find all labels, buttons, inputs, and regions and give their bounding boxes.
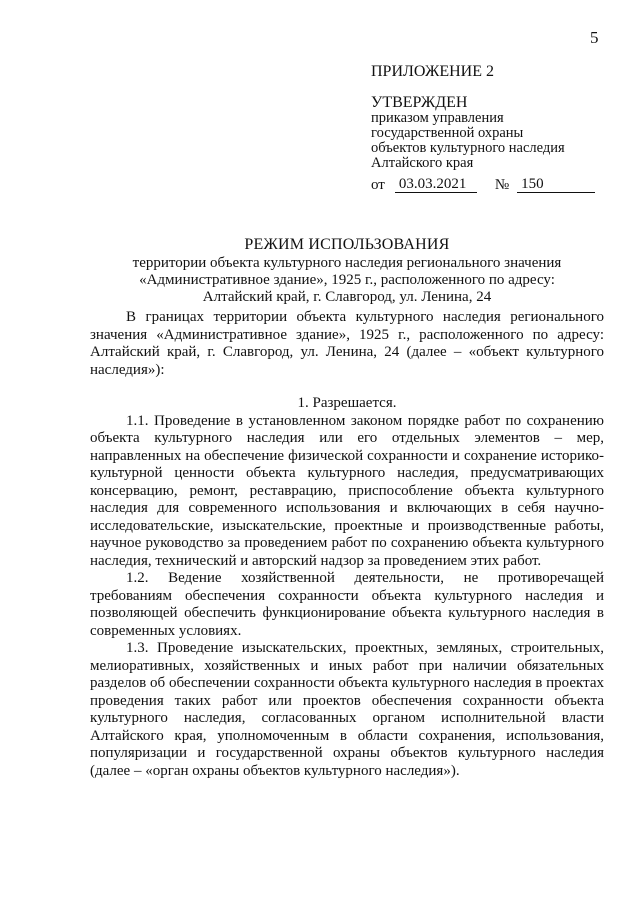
document-subtitle-line: «Административное здание», 1925 г., расположенного по адресу: [139,272,555,288]
intro-paragraph: В границах территории объекта культурного наследия регионального значения «Административное здание», 1925 г., расположенного по адресу: Алтайский край, г. Славгород, ул. Ленина, 24 (далее – «объект культурного наследия»): [90,309,604,378]
order-details [371,177,606,193]
page-number: 5 [590,28,599,47]
number-sign: № [494,177,510,193]
approval-line: приказом управления [371,110,504,126]
approval-line: государственной охраны [371,125,524,141]
approval-block [371,64,606,193]
approval-line: Алтайского края [371,155,474,171]
item-paragraph: 1.1. Проведение в установленном законом порядке работ по сохранению объекта культурного наследия или его отдельных элементов – мер, направленных на обеспечение физической сохранности и сохранение историко-культурной ценности объекта культурного наследия, предусматривающих консервацию, ремонт, реставрацию, приспособление объекта культурного наследия для современного использования и включающих в себя научно-исследовательские, изыскательские, проектные и производственные работы, научное руководство за проведением работ по сохранению объекта культурного наследия, технический и авторский надзор за проведением этих работ. [90,412,604,569]
approval-line: объектов культурного наследия [371,140,565,156]
order-number: 150 [517,177,595,193]
document-body [90,309,604,780]
section-title: 1. Разрешается. [297,395,397,411]
appendix-label: ПРИЛОЖЕНИЕ 2 [371,63,495,80]
document-heading [90,236,604,305]
document-subtitle-line: территории объекта культурного наследия регионального значения [132,255,562,271]
order-date: 03.03.2021 [395,177,477,193]
item-paragraph: 1.2. Ведение хозяйственной деятельности, не противоречащей требованиям обеспечения сохранности объекта культурного наследия и позволяющей обеспечить функционирование объекта культурного наследия в современных условиях. [90,570,604,639]
item-paragraph: 1.3. Проведение изыскательских, проектных, земляных, строительных, мелиоративных, хозяйственных и иных работ при наличии обязательных разделов об обеспечении сохранности объекта культурного наследия в проектах проведения таких работ или проектов обеспечения сохранности объекта культурного наследия, согласованных органом исполнительной власти Алтайского края, уполномоченным в области сохранения, использования, популяризации и государственной охраны объектов культурного наследия (далее – «орган охраны объектов культурного наследия»). [90,640,604,779]
approved-label: УТВЕРЖДЕН [371,94,468,111]
document-title: РЕЖИМ ИСПОЛЬЗОВАНИЯ [244,236,450,253]
document-subtitle-line: Алтайский край, г. Славгород, ул. Ленина, 24 [202,289,492,305]
from-label: от [371,177,385,193]
